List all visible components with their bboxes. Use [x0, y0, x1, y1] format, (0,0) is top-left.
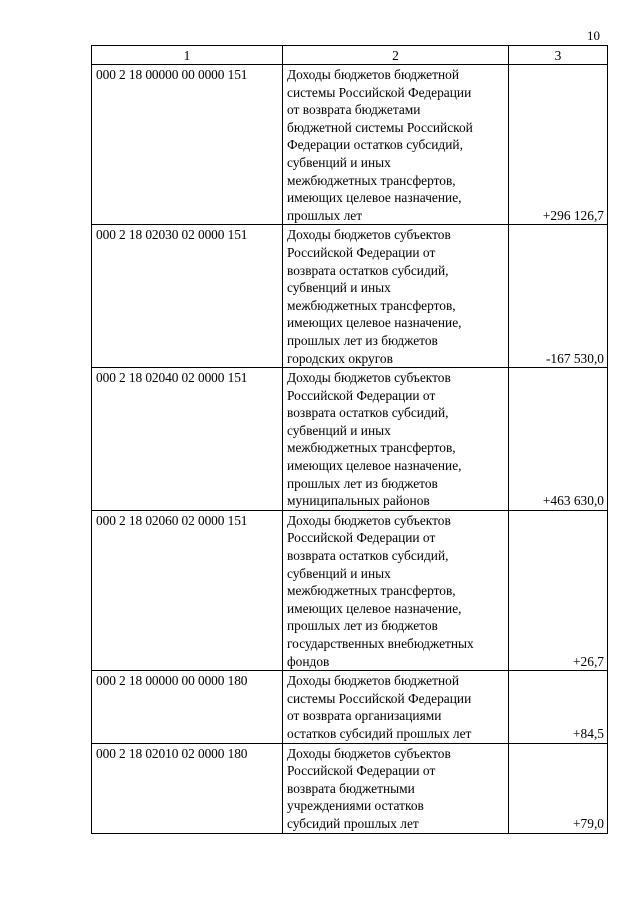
description-cell: Доходы бюджетов бюджетной системы Российской Федерации от возврата бюджетами бюджетной системы Российской Федерации остатков субсидий, субвенций и иных межбюджетных трансфертов, имеющих целевое назначение, прошлых лет: [283, 65, 509, 225]
budget-code-cell: 000 2 18 02040 02 0000 151: [92, 368, 283, 511]
budget-code-cell: 000 2 18 02030 02 0000 151: [92, 225, 283, 368]
table-header-row: [92, 46, 608, 65]
table-row: [92, 671, 608, 743]
budget-code-cell: 000 2 18 00000 00 0000 180: [92, 671, 283, 743]
amount-cell: +463 630,0: [509, 368, 608, 511]
table-row: [92, 510, 608, 670]
table-row: [92, 743, 608, 833]
amount-cell: +26,7: [509, 510, 608, 670]
description-cell: Доходы бюджетов бюджетной системы Российской Федерации от возврата организациями остатков субсидий прошлых лет: [283, 671, 509, 743]
description-cell: Доходы бюджетов субъектов Российской Федерации от возврата остатков субсидий, субвенций и иных межбюджетных трансфертов, имеющих целевое назначение, прошлых лет из бюджетов государственных внебюджетных фондов: [283, 510, 509, 670]
budget-code-cell: 000 2 18 02060 02 0000 151: [92, 510, 283, 670]
amount-cell: +79,0: [509, 743, 608, 833]
column-header-3: 3: [509, 46, 608, 65]
column-header-1: 1: [92, 46, 283, 65]
description-cell: Доходы бюджетов субъектов Российской Федерации от возврата остатков субсидий, субвенций и иных межбюджетных трансфертов, имеющих целевое назначение, прошлых лет из бюджетов муниципальных районов: [283, 368, 509, 511]
table-row: [92, 65, 608, 225]
table-row: [92, 368, 608, 511]
description-cell: Доходы бюджетов субъектов Российской Федерации от возврата остатков субсидий, субвенций и иных межбюджетных трансфертов, имеющих целевое назначение, прошлых лет из бюджетов городских округов: [283, 225, 509, 368]
budget-code-cell: 000 2 18 00000 00 0000 151: [92, 65, 283, 225]
description-cell: Доходы бюджетов субъектов Российской Федерации от возврата бюджетными учреждениями остатков субсидий прошлых лет: [283, 743, 509, 833]
column-header-2: 2: [283, 46, 509, 65]
amount-cell: +296 126,7: [509, 65, 608, 225]
page-number: 10: [587, 28, 600, 43]
budget-revenue-table: [91, 45, 608, 834]
table-row: [92, 225, 608, 368]
amount-cell: -167 530,0: [509, 225, 608, 368]
budget-code-cell: 000 2 18 02010 02 0000 180: [92, 743, 283, 833]
amount-cell: +84,5: [509, 671, 608, 743]
